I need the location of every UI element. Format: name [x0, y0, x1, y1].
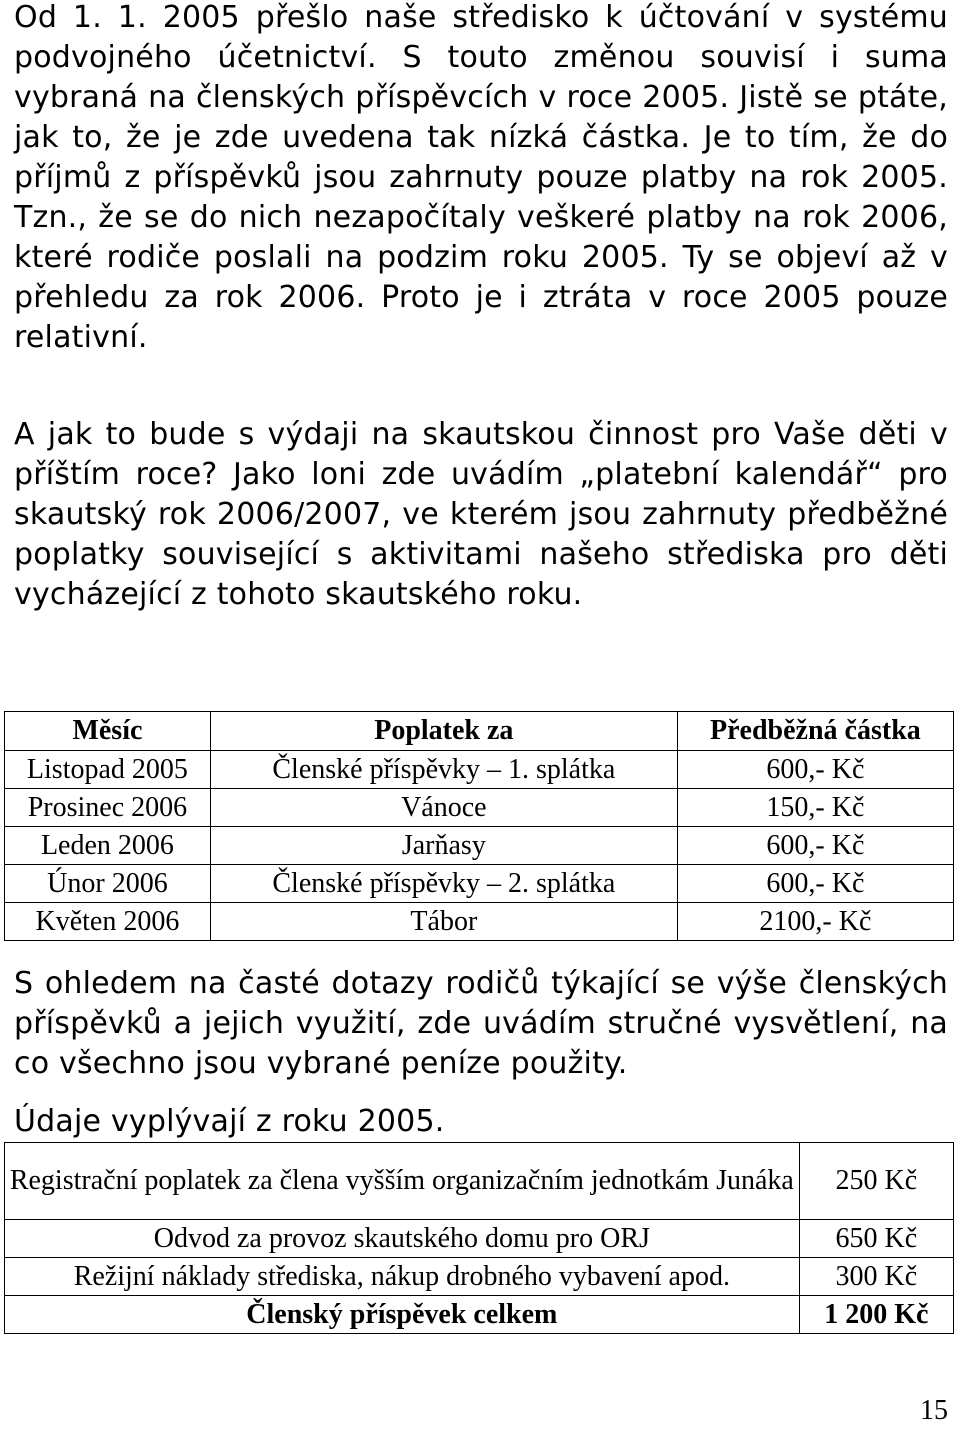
cell-month: Listopad 2005 — [5, 751, 211, 789]
paragraph-membership-explanation: S ohledem na časté dotazy rodičů týkající se výše členských příspěvků a jejich využití, zde uvádím stručné vysvětlení, na co všechno jsou vybrané peníze použity. — [14, 966, 948, 1081]
column-header-month: Měsíc — [5, 712, 211, 751]
table-row — [5, 789, 954, 827]
table-row — [5, 865, 954, 903]
table-row — [5, 1258, 954, 1296]
cell-fee-item: Režijní náklady střediska, nákup drobného vybavení apod. — [5, 1258, 800, 1296]
cell-fee-for: Členské příspěvky – 2. splátka — [210, 865, 677, 903]
cell-fee-amount: 650 Kč — [799, 1220, 953, 1258]
cell-month: Květen 2006 — [5, 903, 211, 941]
table-header-row — [5, 712, 954, 751]
cell-month: Prosinec 2006 — [5, 789, 211, 827]
table-total-row — [5, 1296, 954, 1334]
paragraph-data-year: Údaje vyplývají z roku 2005. — [14, 1104, 445, 1139]
cell-amount: 600,- Kč — [677, 827, 953, 865]
page-number: 15 — [920, 1395, 948, 1426]
cell-total-amount: 1 200 Kč — [799, 1296, 953, 1334]
cell-amount: 2100,- Kč — [677, 903, 953, 941]
cell-month: Leden 2006 — [5, 827, 211, 865]
cell-fee-item: Registrační poplatek za člena vyšším organizačním jednotkám Junáka — [5, 1143, 800, 1220]
cell-fee-for: Jarňasy — [210, 827, 677, 865]
cell-fee-item: Odvod za provoz skautského domu pro ORJ — [5, 1220, 800, 1258]
cell-total-label: Členský příspěvek celkem — [5, 1296, 800, 1334]
column-header-amount: Předběžná částka — [677, 712, 953, 751]
cell-month: Únor 2006 — [5, 865, 211, 903]
column-header-fee-for: Poplatek za — [210, 712, 677, 751]
payment-calendar-table — [4, 711, 954, 941]
table-row — [5, 1220, 954, 1258]
cell-amount: 600,- Kč — [677, 865, 953, 903]
cell-amount: 600,- Kč — [677, 751, 953, 789]
table-row — [5, 903, 954, 941]
table-row — [5, 827, 954, 865]
cell-fee-amount: 300 Kč — [799, 1258, 953, 1296]
paragraph-accounting-change: Od 1. 1. 2005 přešlo naše středisko k účtování v systému podvojného účetnictví. S touto změnou souvisí i suma vybraná na členských příspěvcích v roce 2005. Jistě se ptáte, jak to, že je zde uvedena tak nízká částka. Je to tím, že do příjmů z příspěvků jsou zahrnuty pouze platby na rok 2005. Tzn., že se do nich nezapočítaly veškeré platby na rok 2006, které rodiče poslali na podzim roku 2005. Ty se objeví až v přehledu za rok 2006. Proto je i ztráta v roce 2005 pouze relativní. — [14, 0, 948, 355]
table-row — [5, 1143, 954, 1220]
paragraph-payment-calendar: A jak to bude s výdaji na skautskou činnost pro Vaše děti v příštím roce? Jako loni zde uvádím „platební kalendář“ pro skautský rok 2006/2007, ve kterém jsou zahrnuty předběžné poplatky související s aktivitami našeho střediska pro děti vycházející z tohoto skautského roku. — [14, 417, 948, 612]
cell-fee-for: Vánoce — [210, 789, 677, 827]
cell-amount: 150,- Kč — [677, 789, 953, 827]
membership-fee-breakdown-table — [4, 1142, 954, 1334]
cell-fee-amount: 250 Kč — [799, 1143, 953, 1220]
cell-fee-for: Tábor — [210, 903, 677, 941]
cell-fee-for: Členské příspěvky – 1. splátka — [210, 751, 677, 789]
table-row — [5, 751, 954, 789]
